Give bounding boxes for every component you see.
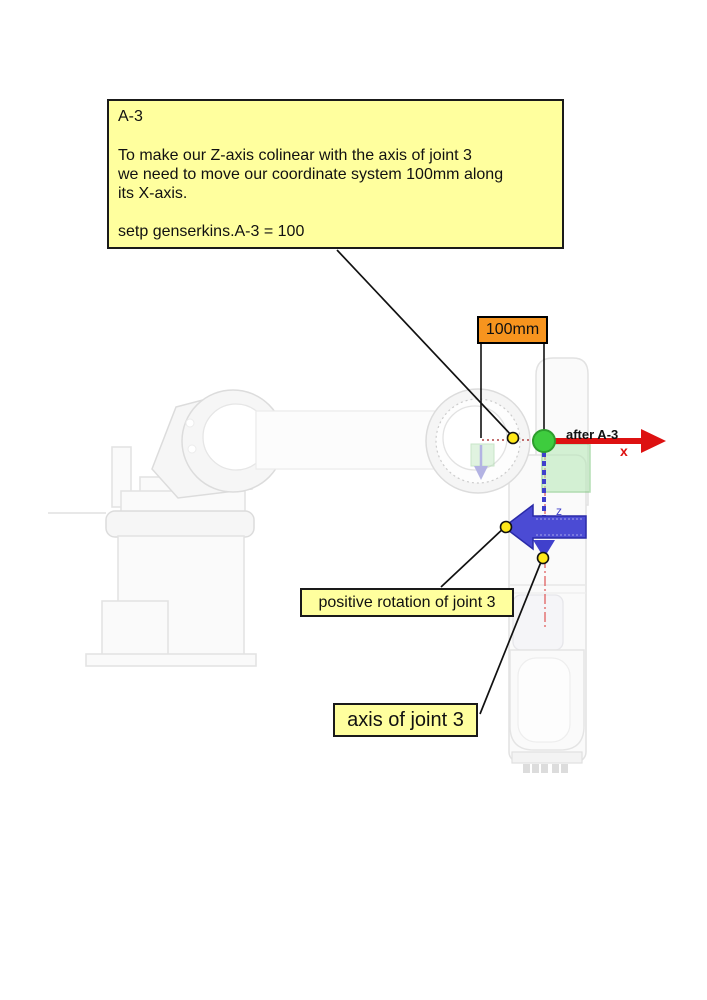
dimension-label-100mm: 100mm [477,316,548,344]
x-axis-label: x [620,443,628,459]
note-body-line: To make our Z-axis colinear with the axis of joint 3 [118,147,472,164]
forearm-panel [513,595,563,650]
base-cylinder [102,601,168,657]
wrist-teeth [523,764,568,773]
leader-anchor-dot [501,522,512,533]
upper-arm-link [256,411,448,469]
note-body-line: its X-axis. [118,185,188,202]
note-body-line: we need to move our coordinate system 100mm along [118,166,504,183]
z-axis-label: z [556,504,562,518]
after-a3-axis-label: after A-3 [566,427,619,442]
shoulder-screw [186,419,194,427]
positive-rotation-callout: positive rotation of joint 3 [300,588,514,617]
wrist-cap [512,752,582,763]
base-foot-plate [86,654,256,666]
base-collar [106,511,254,537]
x-axis-arrowhead [641,429,666,453]
leader-anchor-dot [508,433,519,444]
leader-rotation-callout [441,526,506,587]
note-title: A-3 [118,108,143,125]
origin-marker [533,430,555,452]
note-callout-box [107,99,564,249]
forearm-lower-inner [518,658,570,742]
note-command: setp genserkins.A-3 = 100 [118,223,305,240]
old-plane-indicator [471,444,494,466]
leader-anchor-dot [538,553,549,564]
shoulder-screw [188,445,196,453]
axis-of-joint3-callout: axis of joint 3 [333,703,478,737]
robot-arm [48,358,588,773]
